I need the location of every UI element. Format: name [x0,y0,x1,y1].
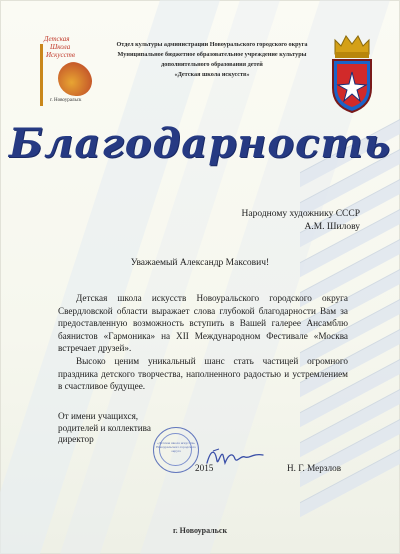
logo-word-3: Искусств [46,51,75,59]
organization-header [100,40,324,80]
letter-body [58,292,348,393]
signoff-line: От имени учащихся, [58,411,139,421]
addressee-line: Народному художнику СССР [241,209,360,219]
official-stamp [153,427,199,473]
footer-city: г. Новоуральск [172,526,228,535]
org-line: «Детская школа искусств» [174,71,250,78]
signature-year: 2015 [195,463,214,473]
logo-city: г. Новоуральск [50,98,82,103]
page-title: Благодарность [8,120,392,167]
logo-word-2: Школа [50,43,71,51]
addressee [190,208,360,234]
body-paragraph: Высоко ценим уникальный шанс стать частицей огромного праздника детского творчества, наполненного радостью и устремлением в счастливое будущее. [58,355,348,392]
handwritten-signature [205,445,265,469]
signoff-role: директор [58,434,94,444]
school-logo [38,34,96,108]
greeting: Уважаемый Александр Максович! [130,258,270,268]
org-line: дополнительного образования детей [161,61,263,68]
org-line: Муниципальное бюджетное образовательное учреждение культуры [117,51,307,58]
signoff-line: родителей и коллектива [58,422,151,433]
city-coat-of-arms-icon [329,32,375,114]
logo-word-1: Детская [44,35,70,43]
org-line: Отдел культуры администрации Новоуральского городского округа [116,41,308,48]
body-paragraph: Детская школа искусств Новоуральского городского округа Свердловской области выражает слова глубокой благодарности Вам за предоставленную возможность вступить в Вашей галерее Ансамблю баянистов «Гармоника» на XII Международном Фестивале «Москва встречает друзей». [58,293,348,354]
logo-flame-icon [58,62,92,96]
signer-name: Н. Г. Мерзлов [287,463,342,473]
addressee-name: А.М. Шилову [304,222,360,232]
signoff [58,411,151,446]
stamp-text: «Детская школа искусств» Новоуральского городского округа [156,441,196,453]
